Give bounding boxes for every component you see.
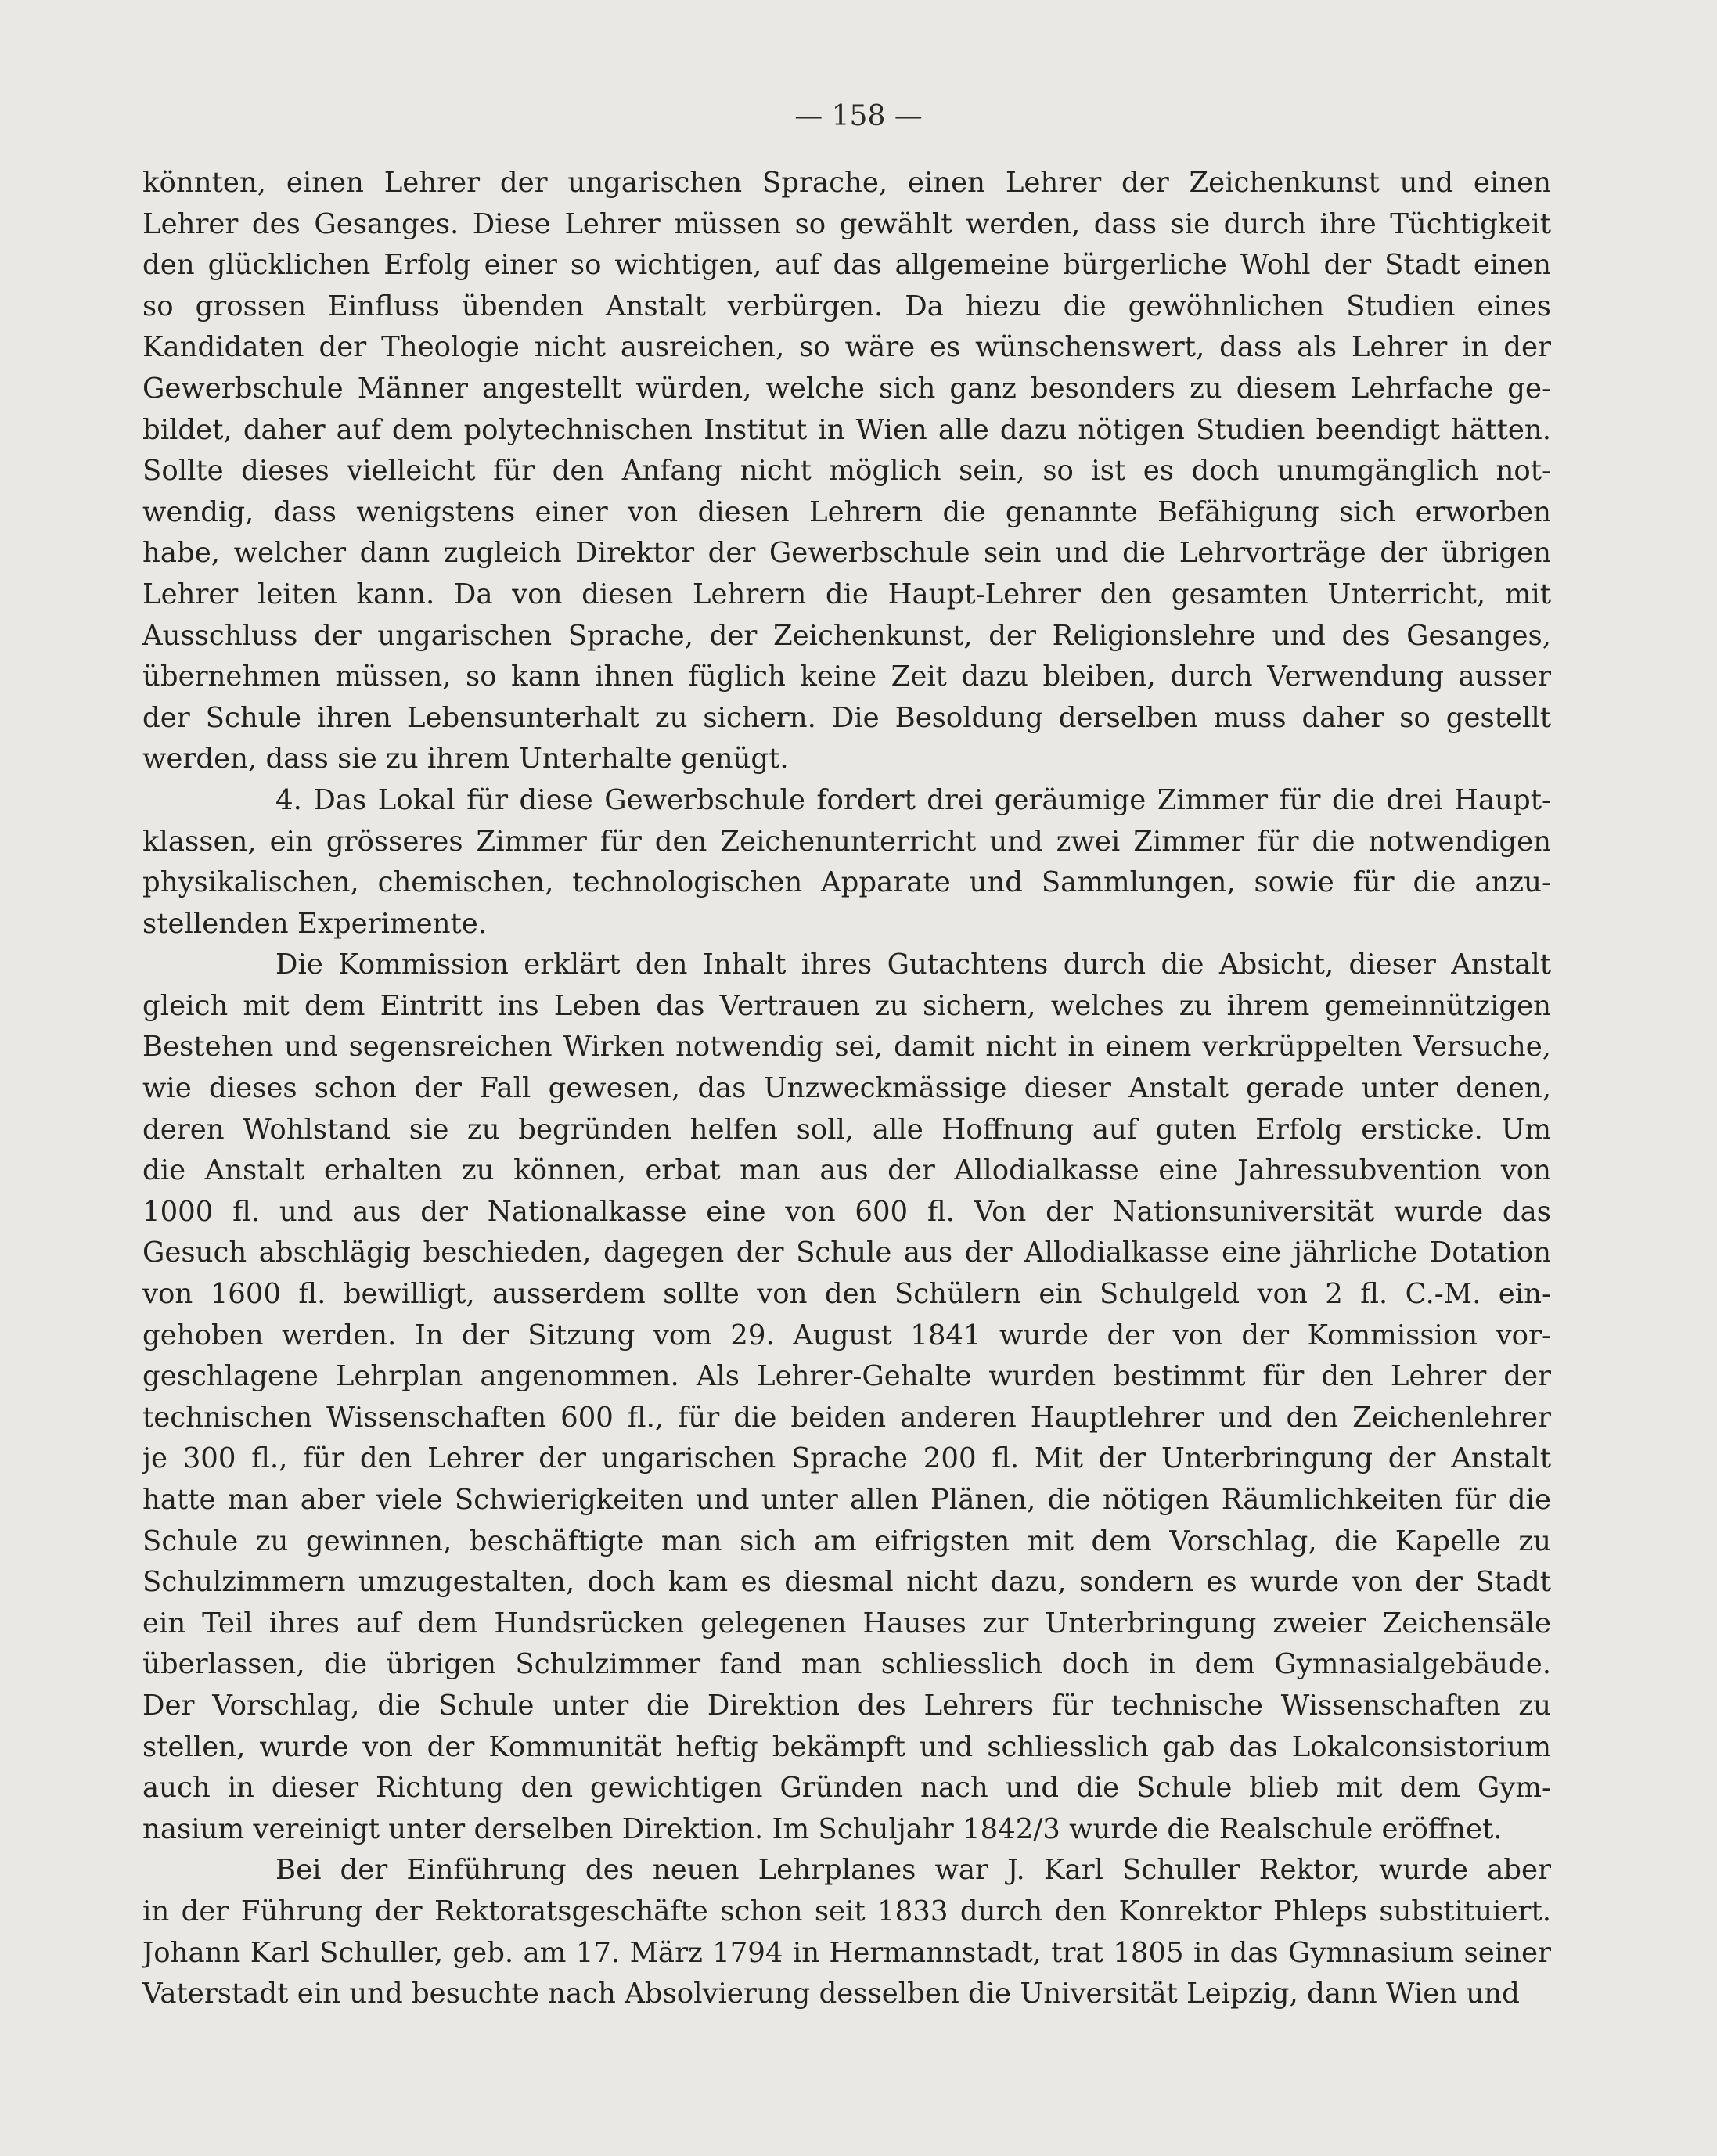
text-line: stellenden Experimente. bbox=[142, 907, 488, 940]
text-line: von 1600 fl. bewilligt, ausserdem sollte von den Schülern ein Schulgeld von 2 fl. C.-M. ein- bbox=[142, 1278, 1551, 1311]
text-line: Die Kommission erklärt den Inhalt ihres Gutachtens durch die Absicht, dieser Anstalt bbox=[275, 948, 1551, 981]
text-line: ein Teil ihres auf dem Hundsrücken gelegenen Hauses zur Unterbringung zweier Zeichensäle bbox=[142, 1607, 1551, 1639]
text-line: 1000 fl. und aus der Nationalkasse eine von 600 fl. Von der Nationsuniversität wurde das bbox=[142, 1195, 1551, 1228]
text-line: in der Führung der Rektoratsgeschäfte schon seit 1833 durch den Konrektor Phleps substituiert. bbox=[142, 1895, 1551, 1927]
text-line: so grossen Einfluss übenden Anstalt verbürgen. Da hiezu die gewöhnlichen Studien eines bbox=[142, 290, 1551, 322]
text-line: Schulzimmern umzugestalten, doch kam es diesmal nicht dazu, sondern es wurde von der Stadt bbox=[142, 1566, 1551, 1599]
page-number: — 158 — bbox=[794, 100, 923, 132]
text-line: übernehmen müssen, so kann ihnen füglich keine Zeit dazu bleiben, durch Verwendung ausser bbox=[142, 660, 1551, 693]
text-line: 4. Das Lokal für diese Gewerbschule fordert drei geräumige Zimmer für die drei Haupt- bbox=[275, 783, 1551, 816]
text-line: klassen, ein grösseres Zimmer für den Zeichenunterricht und zwei Zimmer für die notwendigen bbox=[142, 825, 1551, 858]
text-line: wie dieses schon der Fall gewesen, das Unzweckmässige dieser Anstalt gerade unter denen, bbox=[142, 1072, 1551, 1105]
text-line: den glücklichen Erfolg einer so wichtigen, auf das allgemeine bürgerliche Wohl der Stadt einen bbox=[142, 249, 1551, 282]
text-line: die Anstalt erhalten zu können, erbat man aus der Allodialkasse eine Jahressubvention von bbox=[142, 1154, 1551, 1187]
text-line: wendig, dass wenigstens einer von diesen Lehrern die genannte Befähigung sich erworben bbox=[142, 495, 1551, 528]
text-line: physikalischen, chemischen, technologischen Apparate und Sammlungen, sowie für die anzu- bbox=[142, 866, 1551, 899]
text-line: könnten, einen Lehrer der ungarischen Sprache, einen Lehrer der Zeichenkunst und einen bbox=[142, 167, 1551, 199]
text-line: technischen Wissenschaften 600 fl., für die beiden anderen Hauptlehrer und den Zeichenlehrer bbox=[142, 1401, 1551, 1434]
text-line: Vaterstadt ein und besuchte nach Absolvierung desselben die Universität Leipzig, dann Wien und bbox=[142, 1978, 1520, 2010]
text-line: Gesuch abschlägig beschieden, dagegen der Schule aus der Allodialkasse eine jährliche Dotation bbox=[142, 1236, 1551, 1269]
body-text bbox=[142, 163, 1551, 2015]
text-line: geschlagene Lehrplan angenommen. Als Lehrer-Gehalte wurden bestimmt für den Lehrer der bbox=[142, 1360, 1551, 1393]
text-line: Gewerbschule Männer angestellt würden, welche sich ganz besonders zu diesem Lehrfache ge- bbox=[142, 372, 1551, 405]
text-line: Schule zu gewinnen, beschäftigte man sich am eifrigsten mit dem Vorschlag, die Kapelle zu bbox=[142, 1524, 1551, 1557]
text-line: Bestehen und segensreichen Wirken notwendig sei, damit nicht in einem verkrüppelten Versuche, bbox=[142, 1031, 1551, 1064]
text-line: Sollte dieses vielleicht für den Anfang nicht möglich sein, so ist es doch unumgänglich not- bbox=[142, 455, 1551, 488]
text-line: Ausschluss der ungarischen Sprache, der Zeichenkunst, der Religionslehre und des Gesanges, bbox=[142, 619, 1551, 652]
text-line: Der Vorschlag, die Schule unter die Direktion des Lehrers für technische Wissenschaften zu bbox=[142, 1689, 1551, 1722]
text-line: werden, dass sie zu ihrem Unterhalte genügt. bbox=[142, 743, 789, 776]
text-line: habe, welcher dann zugleich Direktor der Gewerbschule sein und die Lehrvorträge der übrigen bbox=[142, 537, 1551, 570]
text-line: gleich mit dem Eintritt ins Leben das Vertrauen zu sichern, welches zu ihrem gemeinnützigen bbox=[142, 989, 1551, 1022]
text-line: Johann Karl Schuller, geb. am 17. März 1794 in Hermannstadt, trat 1805 in das Gymnasium seiner bbox=[142, 1936, 1551, 1969]
text-line: überlassen, die übrigen Schulzimmer fand man schliesslich doch in dem Gymnasialgebäude. bbox=[142, 1648, 1551, 1681]
text-line: nasium vereinigt unter derselben Direktion. Im Schuljahr 1842/3 wurde die Realschule eröffnet. bbox=[142, 1812, 1503, 1845]
text-line: Bei der Einführung des neuen Lehrplanes war J. Karl Schuller Rektor, wurde aber bbox=[275, 1854, 1551, 1887]
text-line: der Schule ihren Lebensunterhalt zu sichern. Die Besoldung derselben muss daher so gestellt bbox=[142, 701, 1551, 734]
text-line: Lehrer des Gesanges. Diese Lehrer müssen so gewählt werden, dass sie durch ihre Tüchtigkeit bbox=[142, 207, 1551, 240]
text-line: je 300 fl., für den Lehrer der ungarischen Sprache 200 fl. Mit der Unterbringung der Anstalt bbox=[142, 1442, 1551, 1475]
text-line: auch in dieser Richtung den gewichtigen Gründen nach und die Schule blieb mit dem Gym- bbox=[142, 1772, 1551, 1805]
text-line: bildet, daher auf dem polytechnischen Institut in Wien alle dazu nötigen Studien beendigt hätten. bbox=[142, 413, 1551, 446]
text-line: Kandidaten der Theologie nicht ausreichen, so wäre es wünschenswert, dass als Lehrer in der bbox=[142, 331, 1551, 364]
text-line: hatte man aber viele Schwierigkeiten und unter allen Plänen, die nötigen Räumlichkeiten für die bbox=[142, 1484, 1551, 1516]
text-line: Lehrer leiten kann. Da von diesen Lehrern die Haupt-Lehrer den gesamten Unterricht, mit bbox=[142, 578, 1551, 610]
text-line: deren Wohlstand sie zu begründen helfen soll, alle Hoffnung auf guten Erfolg ersticke. Um bbox=[142, 1113, 1551, 1146]
text-line: gehoben werden. In der Sitzung vom 29. August 1841 wurde der von der Kommission vor- bbox=[142, 1319, 1551, 1352]
text-line: stellen, wurde von der Kommunität heftig bekämpft und schliesslich gab das Lokalconsistorium bbox=[142, 1730, 1551, 1763]
